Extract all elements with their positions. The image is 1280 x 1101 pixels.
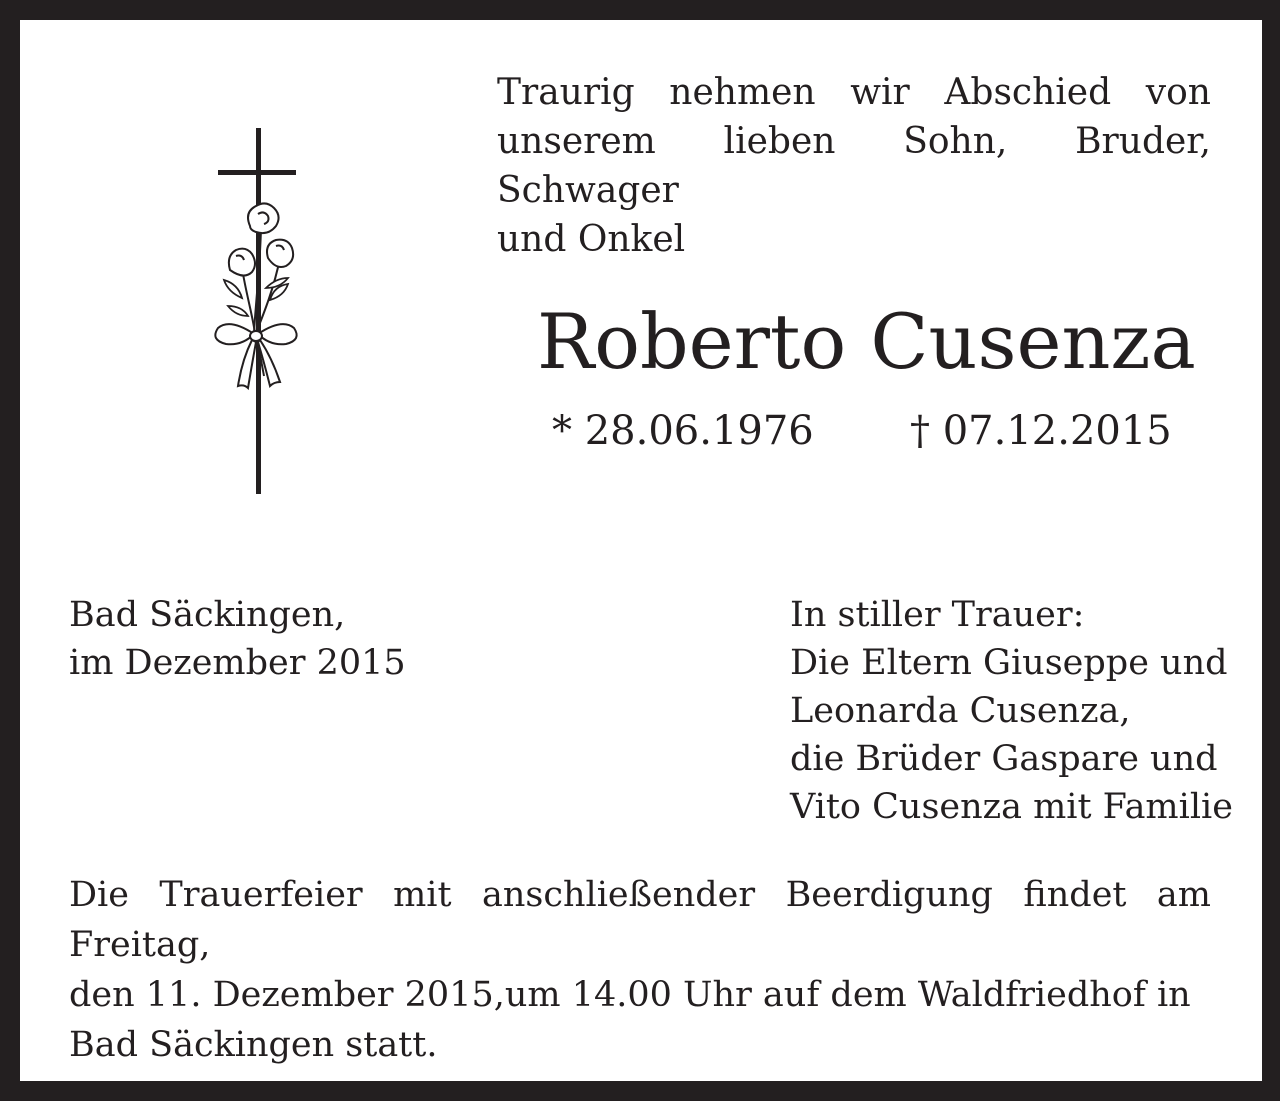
mourners-list <box>790 591 1233 831</box>
mourners-line: Leonarda Cusenza, <box>790 691 1131 731</box>
cross-with-roses-icon <box>204 128 314 494</box>
mourners-line: In stiller Trauer: <box>790 595 1085 635</box>
intro-line: unserem lieben Sohn, Bruder, Schwager <box>497 121 1211 211</box>
funeral-service-info <box>69 870 1211 1070</box>
mourners-line: Vito Cusenza mit Familie <box>790 787 1233 827</box>
service-line: Die Trauerfeier mit anschließender Beerdigung findet am Freitag, <box>69 875 1211 965</box>
mourners-line: die Brüder Gaspare und <box>790 739 1218 779</box>
obituary-notice <box>20 20 1262 1081</box>
death-date: † 07.12.2015 <box>910 408 1172 454</box>
place-and-date <box>69 591 406 687</box>
mourners-line: Die Eltern Giuseppe und <box>790 643 1228 683</box>
birth-date: * 28.06.1976 <box>552 408 814 454</box>
service-line: den 11. Dezember 2015,um 14.00 Uhr auf dem Waldfriedhof in <box>69 975 1191 1015</box>
place-line: Bad Säckingen, <box>69 595 346 635</box>
intro-text <box>497 68 1211 264</box>
deceased-name: Roberto Cusenza <box>537 297 1196 386</box>
intro-line: und Onkel <box>497 219 686 260</box>
intro-line: Traurig nehmen wir Abschied von <box>497 72 1211 113</box>
place-line: im Dezember 2015 <box>69 643 406 683</box>
service-line: Bad Säckingen statt. <box>69 1025 438 1065</box>
